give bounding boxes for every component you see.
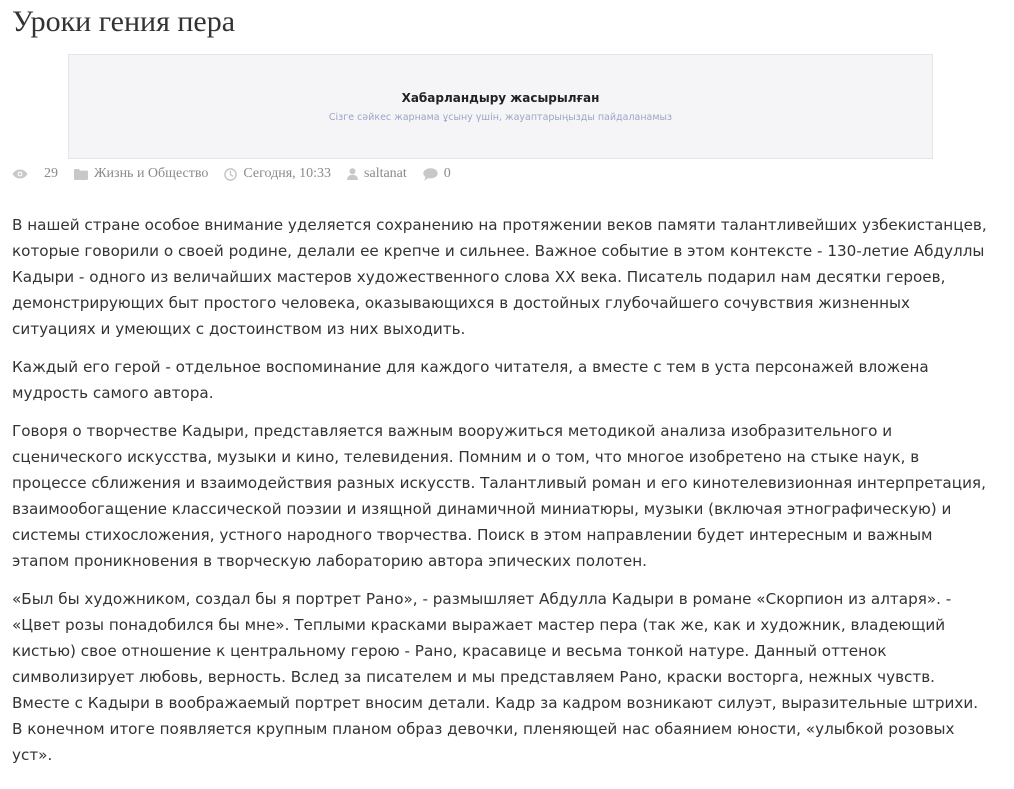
article-meta (12, 165, 467, 183)
author-meta[interactable] (347, 166, 407, 182)
article-body (12, 212, 990, 780)
eye-icon (12, 169, 28, 179)
folder-icon (74, 169, 88, 180)
views-count: 29 (44, 166, 58, 181)
category-meta[interactable] (74, 166, 208, 182)
comment-icon (423, 168, 438, 181)
clock-icon (224, 168, 237, 181)
ad-title: Хабарландыру жасырылған (401, 91, 600, 105)
page-title: Уроки гения пера (12, 5, 236, 38)
article-paragraph: Каждый его герой - отдельное воспоминание для каждого читателя, а вместе с тем в уста персонажей вложена мудрость самого автора. (12, 358, 929, 402)
views-counter (12, 166, 58, 182)
date-meta (224, 166, 331, 182)
publish-date: Сегодня, 10:33 (243, 166, 332, 181)
ad-subtitle: Сізге сәйкес жарнама ұсыну үшін, жауаптарыңызды пайдаланамыз (328, 112, 673, 123)
author-link[interactable]: saltanat (364, 166, 407, 181)
ad-placeholder (68, 54, 933, 159)
article-paragraph: Говоря о творчестве Кадыри, представляется важным вооружиться методикой анализа изобразительного и сценического искусства, музыки и кино, телевидения. Помним и о том, что многое изобретено на стыке наук, в процессе сближения и взаимодействия разных искусств. Талантливый роман и его кинотелевизионная интерпретация, взаимообогащение классической поэзии и изящной динамичной миниатюры, музыки (включая этнографическую) и системы стихосложения, устного народного творчества. Поиск в этом направлении будет интересным и важным этапом проникновения в творческую лабораторию автора эпических полотен. (12, 422, 986, 570)
article-paragraph: «Был бы художником, создал бы я портрет Рано», - размышляет Абдулла Кадыри в романе «Скорпион из алтаря». - «Цвет розы понадобился бы мне». Теплыми красками выражает мастер пера (так же, как и художник, владеющий кистью) свое отношение к центральному герою - Рано, красавице и весьма тонкой натуре. Данный оттенок символизирует любовь, верность. Вслед за писателем и мы представляем Рано, краски восторга, нежных чувств. Вместе с Кадыри в воображаемый портрет вносим детали. Кадр за кадром возникают силуэт, выразительные штрихи. В конечном итоге появляется крупным планом образ девочки, пленяющей нас обаянием юности, «улыбкой розовых уст». (12, 590, 979, 764)
user-icon (347, 168, 358, 180)
article-paragraph: В нашей стране особое внимание уделяется сохранению на протяжении веков памяти талантливейших узбекистанцев, которые говорили о своей родине, делали ее крепче и сильнее. Важное событие в этом контексте - 130-летие Абдуллы Кадыри - одного из величайших мастеров художественного слова XX века. Писатель подарил нам десятки героев, демонстрирующих быт простого человека, оказывающихся в достойных глубочайшего сочувствия жизненных ситуациях и умеющих с достоинством из них выходить. (12, 216, 987, 338)
comments-meta[interactable] (423, 166, 451, 182)
category-link[interactable]: Жизнь и Общество (94, 166, 209, 181)
comments-count[interactable]: 0 (443, 166, 451, 181)
